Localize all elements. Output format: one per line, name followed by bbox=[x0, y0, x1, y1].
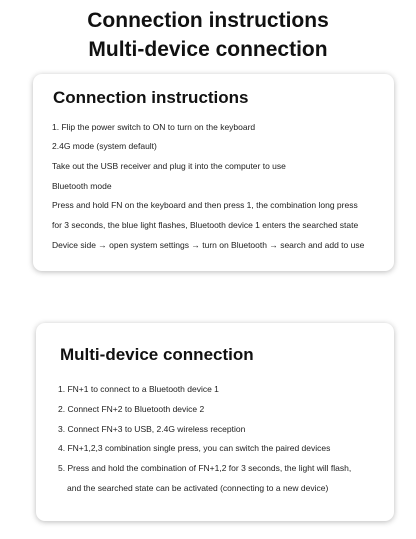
instruction-line: 2. Connect FN+2 to Bluetooth device 2 bbox=[58, 404, 205, 414]
instruction-line: 2.4G mode (system default) bbox=[52, 141, 157, 151]
connection-instructions-card bbox=[33, 74, 394, 271]
page-heading-connection-instructions: Connection instructions bbox=[87, 9, 329, 32]
instruction-line: for 3 seconds, the blue light flashes, Bluetooth device 1 enters the searched state bbox=[52, 220, 359, 230]
card-title: Connection instructions bbox=[53, 88, 249, 107]
instruction-line: Device side → open system settings → turn on Bluetooth → search and add to use bbox=[52, 240, 365, 250]
instruction-line: and the searched state can be activated (connecting to a new device) bbox=[67, 483, 329, 493]
instruction-line: 5. Press and hold the combination of FN+1,2 for 3 seconds, the light will flash, bbox=[58, 463, 352, 473]
instruction-line: Take out the USB receiver and plug it into the computer to use bbox=[52, 161, 286, 171]
instruction-line: Bluetooth mode bbox=[52, 181, 112, 191]
multi-device-connection-card bbox=[36, 323, 394, 521]
instruction-line: Press and hold FN on the keyboard and then press 1, the combination long press bbox=[52, 200, 358, 210]
instruction-line: 3. Connect FN+3 to USB, 2.4G wireless reception bbox=[58, 424, 246, 434]
instruction-line: 1. FN+1 to connect to a Bluetooth device 1 bbox=[58, 384, 219, 394]
instruction-line: 4. FN+1,2,3 combination single press, you can switch the paired devices bbox=[58, 443, 331, 453]
card-title: Multi-device connection bbox=[60, 345, 254, 364]
page-heading-multi-device-connection: Multi-device connection bbox=[88, 38, 328, 61]
instruction-line: 1. Flip the power switch to ON to turn on the keyboard bbox=[52, 122, 256, 132]
